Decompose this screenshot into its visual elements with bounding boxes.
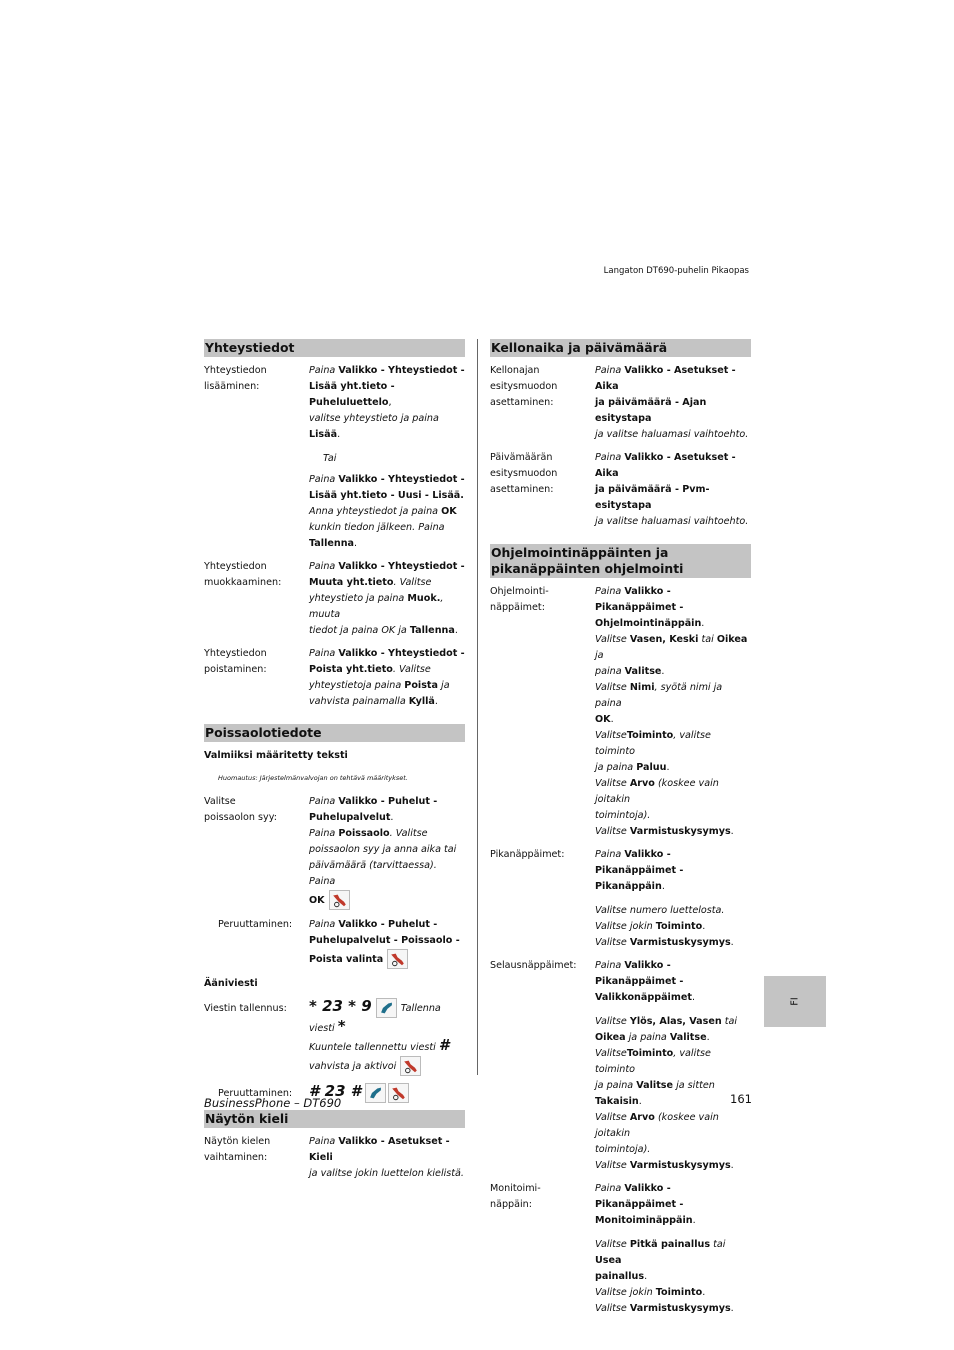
row-delete-contact [204,646,465,710]
text-line: vahvista painamalla Kyllä. [309,696,438,707]
row-program-keys [490,584,751,840]
text-line: Valitse jokin Toiminto. [595,1287,706,1298]
row-label [490,584,595,840]
text-line: Monitoimi- [490,1183,541,1194]
row-label: Peruuttaminen: [218,919,293,930]
text-line: Paina Valikko - Pikanäppäimet - [595,586,684,613]
text-line: toimintoja). [595,1144,651,1155]
row-text [595,958,751,1174]
row-label [204,559,309,639]
text-line: paina Valitse. [595,666,665,677]
text-line: Paina Valikko - Yhteystiedot - [309,561,465,572]
text-line: ja valitse jokin luettelon kielistä. [309,1168,464,1179]
text-line: Puhelupalvelut. [309,812,394,823]
note-text: Huomautus: Järjestelmänvalvojan on tehtävä määritykset. [218,774,408,782]
text-line: tiedot ja paina OK ja Tallenna. [309,625,458,636]
end-call-icon [400,1056,421,1076]
text-line: esitysmuodon [490,381,558,392]
text-line: asettaminen: [490,484,554,495]
text-line: painallus. [595,1271,648,1282]
text-line: Yhteystiedon [204,365,267,376]
text-line: Paina Valikko - Yhteystiedot - [309,474,465,485]
text-line: Paina Valikko - Asetukset - Kieli [309,1136,450,1163]
text-line: kunkin tiedon jälkeen. Paina [309,522,445,533]
text-line: ja valitse haluamasi vaihtoehto. [595,429,749,440]
row-text [309,917,465,969]
text-line: Lisää yht.tieto - Puheluluettelo, [309,381,395,408]
row-text [309,794,465,910]
section-title-poissaolotiedote: Poissaolotiedote [204,724,465,742]
row-multifunction-key [490,1181,751,1317]
row-text [309,646,465,710]
row-label [204,363,309,552]
text-line: vaihtaminen: [204,1152,268,1163]
text-line: Valitse Arvo (koskee vain joitakin [595,778,719,805]
end-call-icon [388,1083,409,1103]
text-line: päivämäärä (tarvittaessa). Paina [309,860,437,887]
text-line: Paina Valikko - Pikanäppäimet - [595,849,684,876]
record-code: * 23 * 9 [309,997,372,1015]
row-navigation-keys [490,958,751,1174]
text-line: Paina Valikko - Puhelut - [309,919,438,930]
text-line: Valitse Pitkä painallus tai Usea [595,1239,726,1266]
text-line: Yhteystiedon [204,648,267,659]
row-label: Peruuttaminen: [218,1088,293,1099]
text-line: Päivämäärän [490,452,553,463]
row-text [595,450,751,530]
text-line: Muuta yht.tieto. Valitse [309,577,432,588]
row-record-message [204,998,465,1076]
row-label [204,794,309,910]
text-line: Paina Poissaolo. Valitse [309,828,428,839]
text-line: poissaolon syy: [204,812,277,823]
end-call-icon [329,890,350,910]
text-line: muokkaaminen: [204,577,282,588]
text-line: Oikea ja paina Valitse. [595,1032,710,1043]
section-title-ohjelmointi: Ohjelmointinäppäinten ja pikanäppäinten ohjelmointi [490,544,751,578]
text-line: Valitse [204,796,236,807]
subtitle-predefined-text: Valmiiksi määritetty teksti [204,750,348,761]
text-line: Lisää yht.tieto - Uusi - Lisää. [309,490,464,501]
section-title-yhteystiedot: Yhteystiedot [204,339,465,357]
text-line: Valikkonäppäimet. [595,992,695,1003]
text-line: Valitse Nimi, syötä nimi ja paina [595,682,723,709]
text-line: lisääminen: [204,381,260,392]
row-add-contact [204,363,465,552]
text-line: Monitoiminäppäin. [595,1215,696,1226]
end-call-icon [387,949,408,969]
row-text [309,363,465,552]
text-line: Paina Valikko - Pikanäppäimet - [595,960,684,987]
text-line: Pikanäppäin. [595,881,665,892]
text-line: ValitseToiminto, valitse toiminto [595,1048,711,1075]
section-title-kellonaika: Kellonaika ja päivämäärä [490,339,751,357]
text-line: poistaminen: [204,664,267,675]
text-line: OK. [595,714,614,725]
row-text [595,847,751,951]
text-line: Valitse numero luettelosta. [595,905,725,916]
text-line: Valitse Arvo (koskee vain joitakin [595,1112,719,1139]
text-line: Valitse Ylös, Alas, Vasen tai [595,1016,738,1027]
text-line: poissaolon syy ja anna aika tai [309,844,457,855]
row-date-format [490,450,751,530]
language-tab: FI [764,976,826,1027]
text-line: Paina Valikko - Asetukset - Aika [595,452,736,479]
text-line: yhteystieto ja paina Muok., muuta [309,593,444,620]
column-divider [477,339,478,1075]
text-line: Ohjelmointinäppäin. [595,618,705,629]
text-line: ja valitse haluamasi vaihtoehto. [595,516,749,527]
tai-text: Tai [323,453,337,464]
text-line: Valitse Varmistuskysymys. [595,1160,734,1171]
text-line: Ohjelmointi- [490,586,549,597]
text-line: Kuuntele tallennettu viesti # [309,1036,450,1054]
text-line: esitysmuodon [490,468,558,479]
text-line: yhteystietoja paina Poista ja [309,680,450,691]
text-line: ja paina Valitse ja sitten Takaisin. [595,1080,715,1107]
row-label [490,1181,595,1317]
running-header: Langaton DT690-puhelin Pikaopas [603,266,749,276]
text-line: valitse yhteystieto ja paina Lisää. [309,413,439,440]
text-line: Paina Valikko - Puhelut - [309,796,438,807]
text-line: Poista valinta [309,949,465,969]
text-line: ja päivämäärä - Ajan esitystapa [595,397,707,424]
text-line: näppäimet: [490,602,545,613]
row-edit-contact [204,559,465,639]
text-line: Valitse Vasen, Keski tai Oikea ja [595,634,748,661]
text-line: Valitse Varmistuskysymys. [595,1303,734,1314]
text-line: Paina Valikko - Yhteystiedot - [309,648,465,659]
footer-product: BusinessPhone – DT690 [204,1096,342,1110]
page-number: 161 [730,1092,752,1106]
text-line: Poista yht.tieto. Valitse [309,664,431,675]
text-line: ja päivämäärä - Pvm-esitystapa [595,484,710,511]
subtitle-voicemail: Ääniviesti [204,978,258,989]
row-label [204,646,309,710]
text-line: Paina Valikko - Pikanäppäimet - [595,1183,684,1210]
left-column [204,339,465,1189]
text-line: Paina Valikko - Asetukset - Aika [595,365,736,392]
text-line: * 23 * 9 Tallenna viesti * [309,997,441,1035]
row-select-reason [204,794,465,910]
text-line: Valitse Varmistuskysymys. [595,937,734,948]
row-label: Selausnäppäimet: [490,960,577,971]
text-line: Yhteystiedon [204,561,267,572]
right-column [490,339,751,1324]
row-label [204,1134,309,1182]
row-cancel-absence [204,917,465,969]
row-change-language [204,1134,465,1182]
row-text [309,998,465,1076]
text-line: Näytön kielen [204,1136,271,1147]
text-line: Anna yhteystiedot ja paina OK [309,506,457,517]
text-line: Kellonajan [490,365,540,376]
text-line: Tallenna. [309,538,358,549]
row-time-format [490,363,751,443]
row-text [595,1181,751,1317]
row-label [490,363,595,443]
row-label [490,450,595,530]
call-icon [376,998,397,1018]
row-text [595,584,751,840]
text-line: toimintoja). [595,810,651,821]
row-speed-keys [490,847,751,951]
text-line: vahvista ja aktivoi [309,1056,465,1076]
row-label: Viestin tallennus: [204,1003,287,1014]
section-title-nayton-kieli: Näytön kieli [204,1110,465,1128]
text-line: OK [309,890,465,910]
text-line: näppäin: [490,1199,532,1210]
text-line: asettaminen: [490,397,554,408]
text-line: ja paina Paluu. [595,762,670,773]
row-text [309,1134,465,1182]
text-line: Puhelupalvelut - Poissaolo - [309,935,460,946]
row-text [595,363,751,443]
cancel-code: # 23 # [309,1082,362,1100]
text-line: ValitseToiminto, valitse toiminto [595,730,711,757]
text-line: Valitse Varmistuskysymys. [595,826,734,837]
row-label: Pikanäppäimet: [490,849,565,860]
text-line: Valitse jokin Toiminto. [595,921,706,932]
text-line: Paina Valikko - Yhteystiedot - [309,365,465,376]
call-icon [365,1083,386,1103]
row-text [309,559,465,639]
